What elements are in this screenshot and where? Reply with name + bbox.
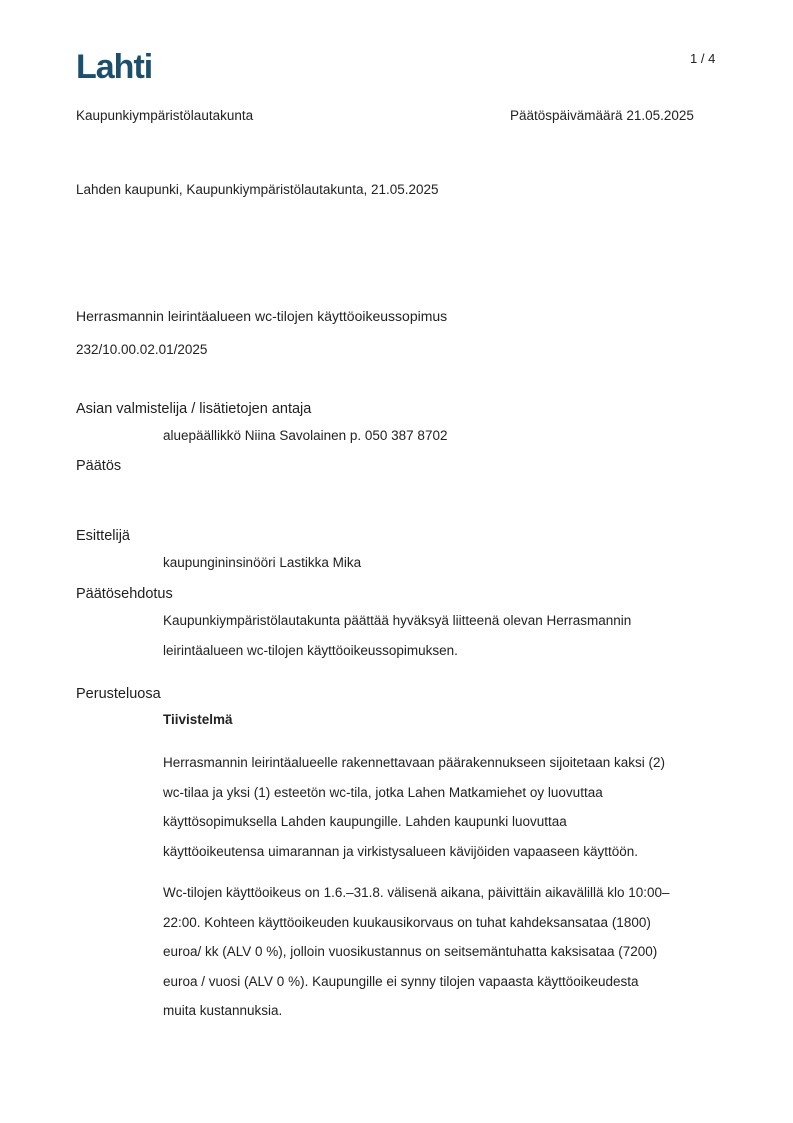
proposal-line: leirintäalueen wc-tilojen käyttöoikeussopimuksen. (163, 642, 458, 658)
decision-heading: Päätös (76, 458, 122, 474)
presenter-value: kaupungininsinööri Lastikka Mika (163, 555, 362, 570)
preparer-heading: Asian valmistelija / lisätietojen antaja (76, 401, 312, 417)
paragraph-1 (163, 748, 723, 866)
page-number: 1 / 4 (690, 51, 716, 66)
paragraph-line: euroa / vuosi (ALV 0 %). Kaupungille ei synny tilojen vapaasta käyttöoikeudesta (163, 973, 639, 989)
paragraph-line: muita kustannuksia. (163, 1003, 283, 1018)
paragraph-line: euroa/ kk (ALV 0 %), jolloin vuosikustannus on seitsemäntuhatta kaksisataa (7200) (163, 944, 658, 959)
intro-line: Lahden kaupunki, Kaupunkiympäristölautakunta, 21.05.2025 (76, 182, 439, 197)
paragraph-line: Herrasmannin leirintäalueelle rakennettavaan päärakennukseen sijoitetaan kaksi (2) (163, 755, 666, 770)
board-name: Kaupunkiympäristölautakunta (76, 108, 254, 123)
paragraph-line: wc-tilaa ja yksi (1) esteetön wc-tila, jotka Lahen Matkamiehet oy luovuttaa (163, 784, 603, 800)
lahti-logo (76, 48, 166, 82)
paragraph-2 (163, 878, 723, 1026)
case-title: Herrasmannin leirintäalueen wc-tilojen käyttöoikeussopimus (76, 308, 448, 324)
case-number: 232/10.00.02.01/2025 (76, 342, 208, 357)
proposal-line: Kaupunkiympäristölautakunta päättää hyväksyä liitteenä olevan Herrasmannin (163, 613, 632, 628)
paragraph-line: Wc-tilojen käyttöoikeus on 1.6.–31.8. välisenä aikana, päivittäin aikavälillä klo 10:00– (163, 885, 670, 900)
preparer-value: aluepäällikkö Niina Savolainen p. 050 387 8702 (163, 428, 448, 443)
proposal-heading: Päätösehdotus (76, 586, 173, 602)
reasoning-heading: Perusteluosa (76, 686, 161, 702)
summary-heading: Tiivistelmä (163, 712, 233, 727)
logo-wordmark: Lahti (76, 48, 153, 82)
decision-date: Päätöspäivämäärä 21.05.2025 (510, 108, 694, 123)
paragraph-line: käyttösopimuksella Lahden kaupungille. Lahden kaupunki luovuttaa (163, 814, 567, 829)
presenter-heading: Esittelijä (76, 528, 130, 544)
proposal-text (163, 606, 723, 665)
paragraph-line: 22:00. Kohteen käyttöoikeuden kuukausikorvaus on tuhat kahdeksansataa (1800) (163, 914, 651, 930)
paragraph-line: käyttöoikeutensa uimarannan ja virkistysalueen kävijöiden vapaaseen käyttöön. (163, 843, 639, 859)
lahti-logo-graphic (76, 48, 166, 82)
